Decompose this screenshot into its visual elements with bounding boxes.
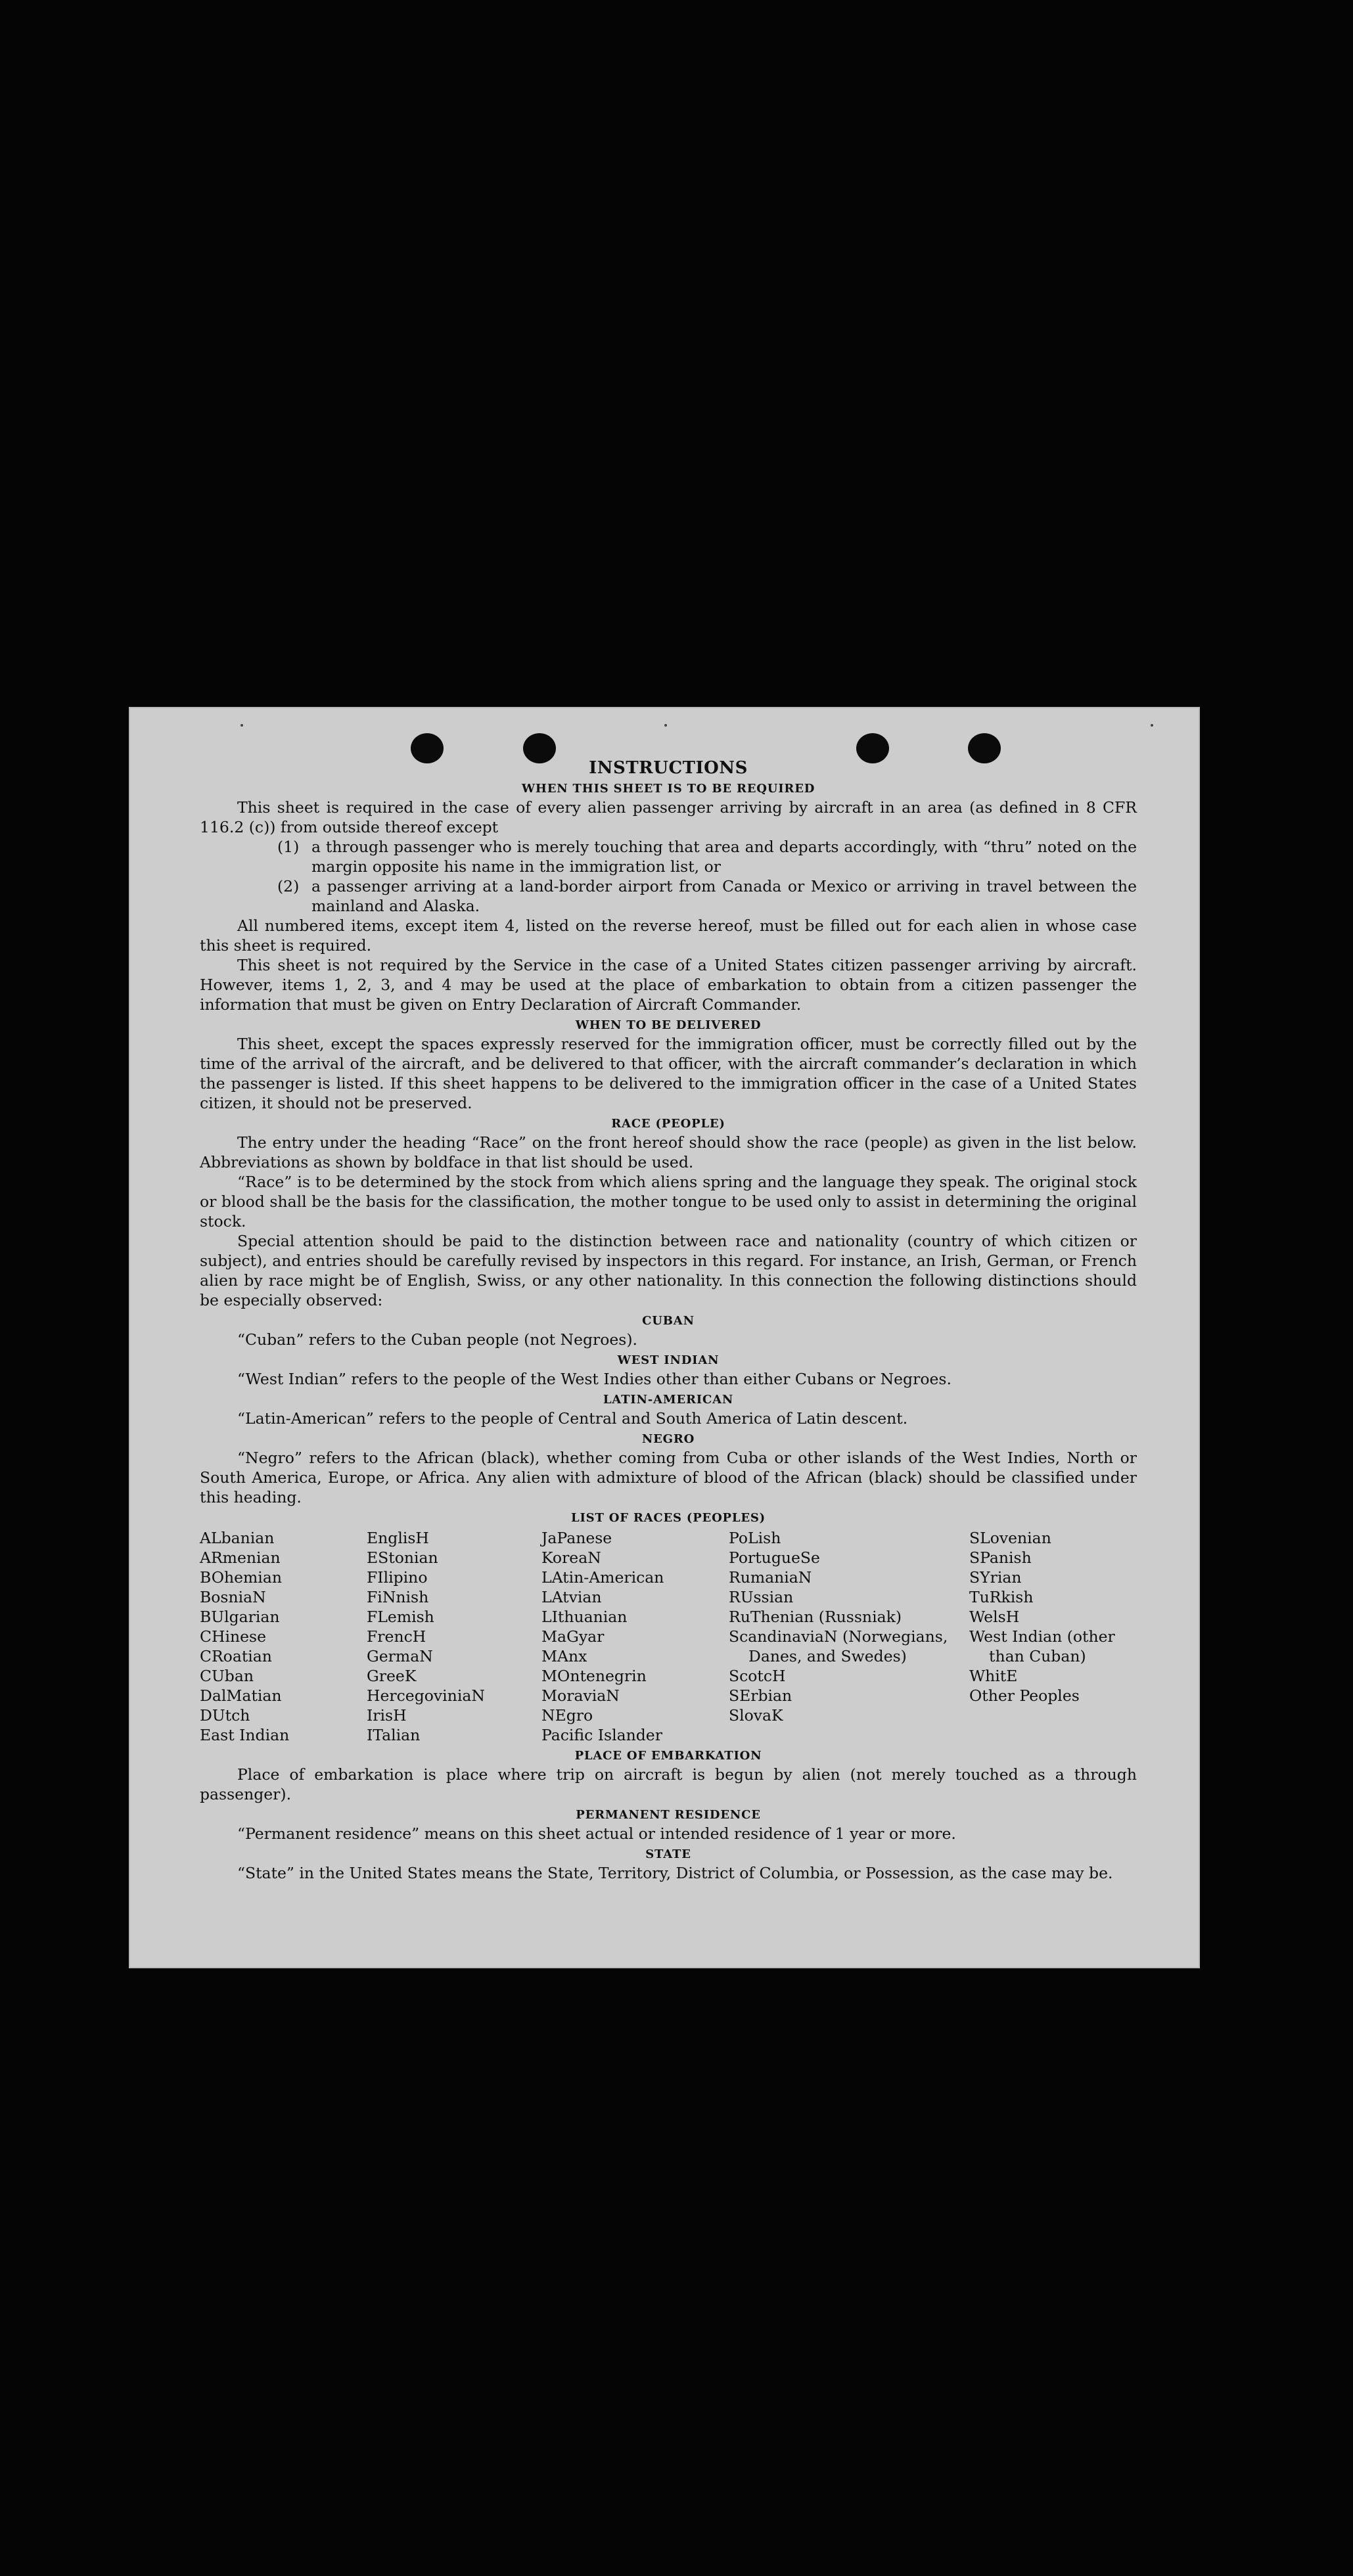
paragraph: “Permanent residence” means on this sheet actual or intended residence of 1 year or more. [237, 1824, 956, 1843]
race-item: EnglisH [367, 1529, 429, 1547]
race-item: CRoatian [200, 1647, 272, 1665]
race-item: BOhemian [200, 1568, 282, 1587]
race-item: ITalian [367, 1726, 421, 1744]
race-item: ScotcH [729, 1667, 786, 1685]
race-item: LAtvian [541, 1588, 602, 1606]
race-item: ALbanian [200, 1529, 275, 1547]
races-column [541, 1528, 729, 1745]
races-column [729, 1528, 969, 1745]
race-item: CHinese [200, 1627, 266, 1646]
race-item: PoLish [729, 1529, 781, 1547]
race-item: MAnx [541, 1647, 587, 1665]
race-item: DalMatian [200, 1686, 282, 1705]
race-item: WelsH [969, 1608, 1020, 1626]
paragraph: “Latin-American” refers to the people of Central and South America of Latin descent. [237, 1409, 908, 1428]
race-item: LIthuanian [541, 1608, 628, 1626]
races-column [200, 1528, 367, 1745]
race-item: HercegoviniaN [367, 1686, 485, 1705]
race-item: CUban [200, 1667, 254, 1685]
paragraph: “Negro” refers to the African (black), whether coming from Cuba or other islands of the West Indies, North or South America, Europe, or Africa. Any alien with admixture of blood of the African (black) should be classified under this heading. [200, 1449, 1137, 1506]
race-item: SPanish [969, 1548, 1032, 1567]
paragraph: “State” in the United States means the State, Territory, District of Columbia, or Possession, as the case may be. [237, 1864, 1113, 1882]
paragraph: Place of embarkation is place where trip on aircraft is begun by alien (not merely touched as a through passenger). [200, 1765, 1137, 1803]
race-item: DUtch [200, 1706, 250, 1725]
paragraph: All numbered items, except item 4, listed on the reverse hereof, must be filled out for each alien in whose case this sheet is required. [200, 916, 1137, 955]
section-heading-required: WHEN THIS SHEET IS TO BE REQUIRED [521, 782, 815, 796]
race-item: Other Peoples [969, 1686, 1080, 1705]
races-column [969, 1528, 1137, 1745]
race-item: Pacific Islander [541, 1726, 662, 1744]
paragraph: This sheet is not required by the Service in the case of a United States citizen passenger arriving by aircraft. However, items 1, 2, 3, and 4 may be used at the place of embarkation to obtain from a citizen passenger the information that must be given on Entry Declaration of Aircraft Commander. [200, 956, 1137, 1014]
race-item: GreeK [367, 1667, 417, 1685]
paragraph: Special attention should be paid to the distinction between race and nationality (country of which citizen or subject), and entries should be carefully revised by inspectors in this regard. For instance, an Irish, German, or French alien by race might be of English, Swiss, or any other nationality. In this connection the following distinctions should be especially observed: [200, 1232, 1137, 1309]
race-item: LAtin-American [541, 1568, 664, 1587]
paragraph: “Race” is to be determined by the stock from which aliens spring and the language they speak. The original stock or blood shall be the basis for the classification, the mother tongue to be used only to assist in determining the original stock. [200, 1173, 1137, 1231]
section-heading-latin-american: LATIN-AMERICAN [603, 1393, 734, 1407]
section-heading-west-indian: WEST INDIAN [617, 1353, 720, 1367]
races-table [200, 1528, 1137, 1745]
race-item: JaPanese [541, 1529, 612, 1547]
race-item: EStonian [367, 1548, 438, 1567]
section-heading-delivered: WHEN TO BE DELIVERED [575, 1018, 762, 1032]
paragraph: This sheet is required in the case of every alien passenger arriving by aircraft in an area (as defined in 8 CFR 116.2 (c)) from outside thereof except [200, 798, 1137, 836]
list-item: (2) a passenger arriving at a land-border airport from Canada or Mexico or arriving in travel between the mainland and Alaska. [277, 877, 1137, 915]
race-item: FIlipino [367, 1568, 428, 1587]
race-item: PortugueSe [729, 1548, 820, 1567]
race-item: MOntenegrin [541, 1667, 647, 1685]
race-item: MaGyar [541, 1627, 605, 1646]
instructions-content [200, 758, 1137, 1883]
paragraph: “West Indian” refers to the people of the West Indies other than either Cubans or Negroes. [237, 1370, 952, 1388]
race-item: TuRkish [969, 1588, 1034, 1606]
list-item: (1) a through passenger who is merely touching that area and departs accordingly, with “thru” noted on the margin opposite his name in the immigration list, or [277, 838, 1137, 876]
race-item: FiNnish [367, 1588, 429, 1606]
section-heading-state: STATE [645, 1847, 691, 1861]
race-item: NEgro [541, 1706, 593, 1725]
race-item: RuThenian (Russniak) [729, 1608, 902, 1626]
race-item: IrisH [367, 1706, 407, 1725]
race-item: ARmenian [200, 1548, 281, 1567]
races-column [367, 1528, 541, 1745]
speck [664, 724, 667, 727]
paragraph: The entry under the heading “Race” on the front hereof should show the race (people) as given in the list below. Abbreviations as shown by boldface in that list should be used. [200, 1133, 1137, 1171]
section-heading-race: RACE (PEOPLE) [611, 1117, 725, 1131]
race-item: RUssian [729, 1588, 794, 1606]
race-item: SlovaK [729, 1706, 783, 1725]
race-item: ScandinaviaN (Norwegians, Danes, and Swedes) [729, 1627, 948, 1665]
speck [1151, 724, 1153, 727]
section-heading-negro: NEGRO [641, 1432, 695, 1446]
race-item: GermaN [367, 1647, 433, 1665]
section-heading-races: LIST OF RACES (PEOPLES) [571, 1511, 766, 1525]
race-item: MoraviaN [541, 1686, 620, 1705]
race-item: WhitE [969, 1667, 1018, 1685]
paragraph: “Cuban” refers to the Cuban people (not Negroes). [237, 1330, 638, 1349]
section-heading-permanent-residence: PERMANENT RESIDENCE [576, 1808, 761, 1822]
race-item: SErbian [729, 1686, 792, 1705]
race-item: East Indian [200, 1726, 290, 1744]
race-item: West Indian (other than Cuban) [969, 1627, 1115, 1665]
section-heading-cuban: CUBAN [642, 1314, 695, 1328]
race-item: SLovenian [969, 1529, 1051, 1547]
document-sheet [129, 707, 1200, 1968]
race-item: FLemish [367, 1608, 434, 1626]
paragraph: This sheet, except the spaces expressly reserved for the immigration officer, must be correctly filled out by the time of the arrival of the aircraft, and be delivered to that officer, with the aircraft commander’s declaration in which the passenger is listed. If this sheet happens to be delivered to the immigration officer in the case of a United States citizen, it should not be preserved. [200, 1035, 1137, 1112]
section-heading-embarkation: PLACE OF EMBARKATION [574, 1749, 762, 1763]
race-item: BosniaN [200, 1588, 266, 1606]
page-title: INSTRUCTIONS [589, 758, 748, 778]
race-item: KoreaN [541, 1548, 601, 1567]
race-item: BUlgarian [200, 1608, 280, 1626]
race-item: RumaniaN [729, 1568, 812, 1587]
race-item: SYrian [969, 1568, 1022, 1587]
speck [241, 724, 243, 727]
race-item: FrencH [367, 1627, 426, 1646]
